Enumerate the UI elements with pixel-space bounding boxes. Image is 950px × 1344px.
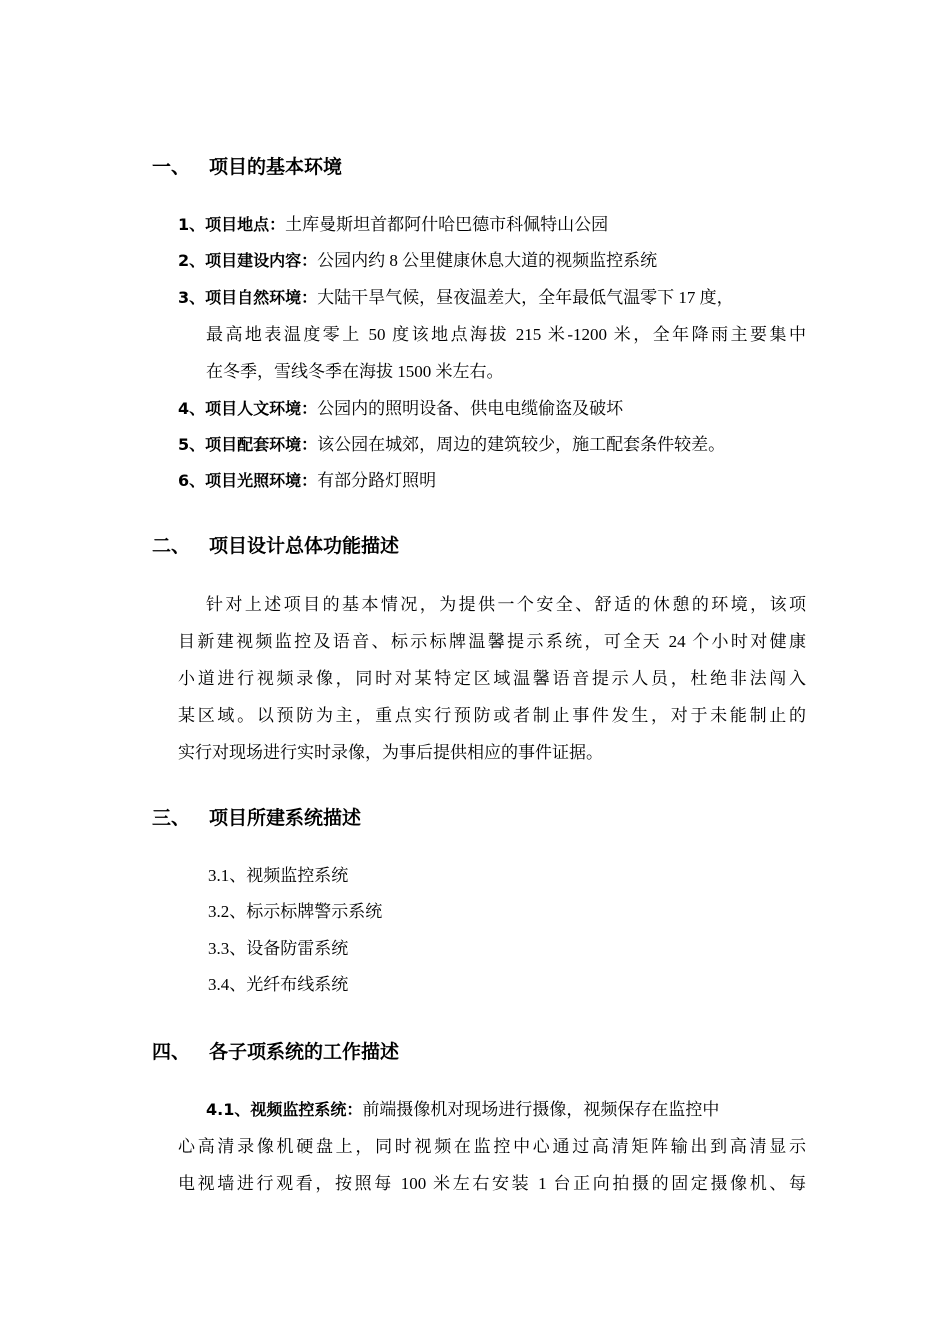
paragraph-text: 前端摄像机对现场进行摄像，视频保存在监控中 <box>362 1100 720 1119</box>
item-label: 4、项目人文环境： <box>178 399 318 418</box>
paragraph-line: 电视墙进行观看，按照每 100 米左右安装 1 台正向拍摄的固定摄像机、每 <box>178 1174 806 1193</box>
list-item: 3.4、光纤布线系统 <box>208 975 349 994</box>
section-4-heading <box>152 1037 399 1064</box>
list-item: 3.2、标示标牌警示系统 <box>208 902 383 921</box>
item-label: 1、项目地点： <box>178 215 286 234</box>
list-item: 3.1、视频监控系统 <box>208 866 349 885</box>
item-label: 6、项目光照环境： <box>178 471 318 490</box>
paragraph-line: 某区域。以预防为主，重点实行预防或者制止事件发生，对于未能制止的 <box>178 706 806 725</box>
section-number: 二、 <box>152 535 191 557</box>
list-item <box>178 249 657 273</box>
section-title: 项目设计总体功能描述 <box>209 535 400 557</box>
list-item <box>178 286 734 310</box>
item-label: 3、项目自然环境： <box>178 288 318 307</box>
list-item <box>178 397 623 421</box>
item-text-continued: 在冬季，雪线冬季在海拔 1500 米左右。 <box>206 362 504 381</box>
paragraph-line <box>206 1098 719 1122</box>
section-3-heading <box>152 803 361 830</box>
item-label: 5、项目配套环境： <box>178 435 318 454</box>
item-text: 土库曼斯坦首都阿什哈巴德市科佩特山公园 <box>285 215 609 234</box>
item-label: 2、项目建设内容： <box>178 251 318 270</box>
list-item: 3.3、设备防雷系统 <box>208 939 349 958</box>
section-2-heading <box>152 531 399 558</box>
paragraph-line: 心高清录像机硬盘上，同时视频在监控中心通过高清矩阵输出到高清显示 <box>178 1137 806 1156</box>
list-item <box>178 469 436 493</box>
paragraph-line: 实行对现场进行实时录像，为事后提供相应的事件证据。 <box>178 743 603 762</box>
section-title: 项目所建系统描述 <box>209 807 362 829</box>
item-text: 该公园在城郊，周边的建筑较少，施工配套条件较差。 <box>317 435 726 454</box>
item-text-continued: 最高地表温度零上 50 度该地点海拔 215 米-1200 米，全年降雨主要集中 <box>206 325 806 344</box>
sub-label: 4.1、视频监控系统： <box>206 1100 363 1119</box>
list-item <box>178 433 725 457</box>
item-text: 大陆干旱气候，昼夜温差大，全年最低气温零下 17 度， <box>317 288 734 307</box>
section-title: 项目的基本环境 <box>209 156 343 178</box>
section-title: 各子项系统的工作描述 <box>209 1041 400 1063</box>
item-text: 公园内的照明设备、供电电缆偷盗及破坏 <box>317 399 624 418</box>
paragraph-line: 针对上述项目的基本情况，为提供一个安全、舒适的休憩的环境，该项 <box>206 595 806 614</box>
paragraph-line: 小道进行视频录像，同时对某特定区域温馨语音提示人员，杜绝非法闯入 <box>178 669 806 688</box>
section-number: 一、 <box>152 156 191 178</box>
section-number: 四、 <box>152 1041 191 1063</box>
list-item <box>178 213 608 237</box>
item-text: 公园内约 8 公里健康休息大道的视频监控系统 <box>317 251 658 270</box>
item-text: 有部分路灯照明 <box>317 471 437 490</box>
section-1-heading <box>152 152 342 179</box>
section-number: 三、 <box>152 807 191 829</box>
paragraph-line: 目新建视频监控及语音、标示标牌温馨提示系统，可全天 24 个小时对健康 <box>178 632 806 651</box>
